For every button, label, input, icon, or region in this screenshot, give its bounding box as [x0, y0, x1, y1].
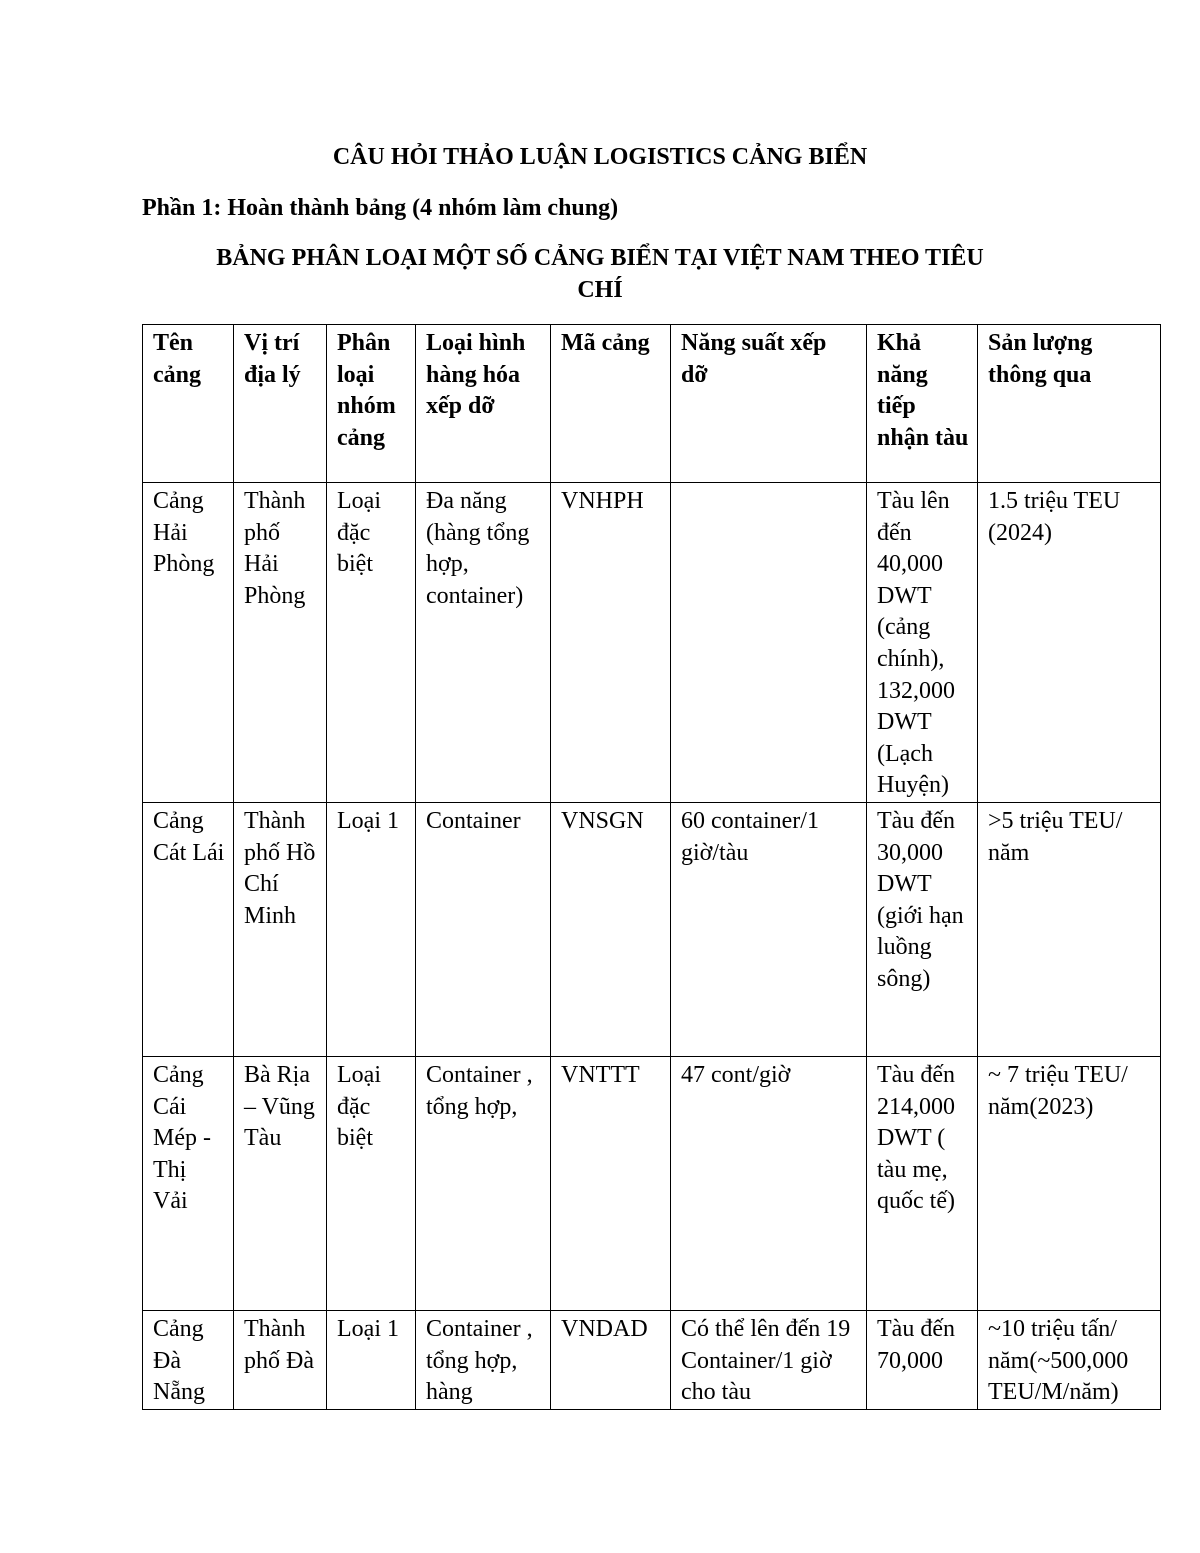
- cell-handling-rate: 47 cont/giờ: [671, 1056, 867, 1310]
- table-row: [143, 1056, 1161, 1310]
- cell-port-name: Cảng Hải Phòng: [143, 483, 234, 803]
- port-classification-table: [142, 324, 1161, 1410]
- header-cell-port-name: Tên cảng: [143, 325, 234, 483]
- cell-vessel-capacity: Tàu lên đến 40,000 DWT (cảng chính), 132,000 DWT (Lạch Huyện): [867, 483, 978, 803]
- cell-port-group: Loại đặc biệt: [327, 1056, 416, 1310]
- table-title-line-2: CHÍ: [577, 277, 623, 303]
- cell-port-group: Loại 1: [327, 802, 416, 1056]
- header-cell-vessel-capacity: Khả năng tiếp nhận tàu: [867, 325, 978, 483]
- header-cell-throughput: Sản lượng thông qua: [978, 325, 1161, 483]
- cell-location: Thành phố Hồ Chí Minh: [234, 802, 327, 1056]
- cell-location: Bà Rịa – Vũng Tàu: [234, 1056, 327, 1310]
- cell-location: Thành phố Đà: [234, 1310, 327, 1409]
- header-cell-port-group: Phân loại nhóm cảng: [327, 325, 416, 483]
- cell-port-code: VNTTT: [551, 1056, 671, 1310]
- cell-cargo-type: Container , tổng hợp,: [416, 1056, 551, 1310]
- cell-cargo-type: Container , tổng hợp, hàng: [416, 1310, 551, 1409]
- table-row: [143, 802, 1161, 1056]
- table-row: [143, 1310, 1161, 1409]
- cell-port-name: Cảng Cát Lái: [143, 802, 234, 1056]
- cell-location: Thành phố Hải Phòng: [234, 483, 327, 803]
- cell-throughput: 1.5 triệu TEU (2024): [978, 483, 1161, 803]
- cell-throughput: ~ 7 triệu TEU/ năm(2023): [978, 1056, 1161, 1310]
- cell-port-code: VNHPH: [551, 483, 671, 803]
- cell-handling-rate: 60 container/1 giờ/tàu: [671, 802, 867, 1056]
- cell-port-code: VNSGN: [551, 802, 671, 1056]
- table-title-line-1: BẢNG PHÂN LOẠI MỘT SỐ CẢNG BIỂN TẠI VIỆT NAM THEO TIÊU: [216, 245, 984, 271]
- document-title: CÂU HỎI THẢO LUẬN LOGISTICS CẢNG BIỂN: [332, 144, 868, 170]
- cell-cargo-type: Đa năng (hàng tổng hợp, container): [416, 483, 551, 803]
- cell-port-group: Loại đặc biệt: [327, 483, 416, 803]
- table-title: [140, 242, 1060, 306]
- cell-vessel-capacity: Tàu đến 214,000 DWT ( tàu mẹ, quốc tế): [867, 1056, 978, 1310]
- cell-port-code: VNDAD: [551, 1310, 671, 1409]
- cell-port-name: Cảng Đà Nẵng: [143, 1310, 234, 1409]
- header-cell-cargo-type: Loại hình hàng hóa xếp dỡ: [416, 325, 551, 483]
- table-header-row: [143, 325, 1161, 483]
- cell-port-group: Loại 1: [327, 1310, 416, 1409]
- table-row: [143, 483, 1161, 803]
- cell-vessel-capacity: Tàu đến 30,000 DWT (giới hạn luồng sông): [867, 802, 978, 1056]
- cell-handling-rate: [671, 483, 867, 803]
- cell-throughput: >5 triệu TEU/ năm: [978, 802, 1161, 1056]
- header-cell-location: Vị trí địa lý: [234, 325, 327, 483]
- header-cell-handling-rate: Năng suất xếp dỡ: [671, 325, 867, 483]
- cell-port-name: Cảng Cái Mép - Thị Vải: [143, 1056, 234, 1310]
- cell-cargo-type: Container: [416, 802, 551, 1056]
- cell-vessel-capacity: Tàu đến 70,000: [867, 1310, 978, 1409]
- cell-handling-rate: Có thể lên đến 19 Container/1 giờ cho tàu: [671, 1310, 867, 1409]
- section-heading: Phần 1: Hoàn thành bảng (4 nhóm làm chung): [142, 195, 619, 221]
- header-cell-port-code: Mã cảng: [551, 325, 671, 483]
- cell-throughput: ~10 triệu tấn/ năm(~500,000 TEU/M/năm): [978, 1310, 1161, 1409]
